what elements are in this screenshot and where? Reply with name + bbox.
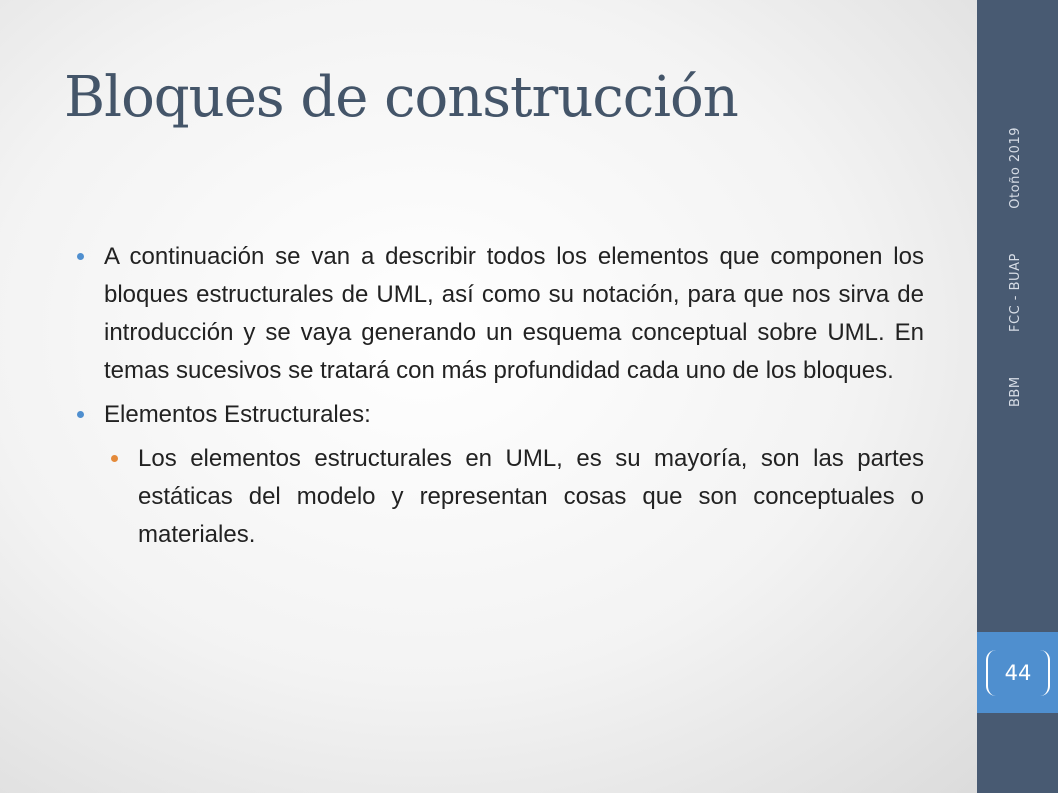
slide-body bbox=[74, 238, 924, 554]
page-number: 44 bbox=[1004, 661, 1032, 685]
bullet-item bbox=[74, 238, 924, 390]
sub-bullet-text: Los elementos estructurales en UML, es su mayoría, son las partes estáticas del modelo y representan cosas que son conceptuales o materiales. bbox=[138, 445, 924, 548]
page-number-frame bbox=[986, 650, 1050, 696]
sub-bullet-item bbox=[74, 440, 924, 554]
bullet-dot-icon bbox=[77, 411, 84, 418]
bullet-text: Elementos Estructurales: bbox=[104, 401, 371, 428]
bullet-item bbox=[74, 396, 924, 434]
vertical-footer bbox=[1005, 127, 1025, 407]
sub-bullet-dot-icon bbox=[111, 455, 118, 462]
bullet-dot-icon bbox=[77, 253, 84, 260]
bullet-text: A continuación se van a describir todos los elementos que componen los bloques estructurales de UML, así como su notación, para que nos sirva de introducción y se vaya generando un esquema conceptual sobre UML. En temas sucesivos se tratará con más profundidad cada uno de los bloques. bbox=[104, 243, 924, 384]
slide-title: Bloques de construcción bbox=[64, 65, 738, 130]
footer-institution: FCC - BUAP bbox=[1007, 253, 1023, 332]
page-number-band bbox=[977, 632, 1058, 713]
footer-author: BBM bbox=[1007, 376, 1023, 407]
footer-term: Otoño 2019 bbox=[1007, 127, 1023, 209]
